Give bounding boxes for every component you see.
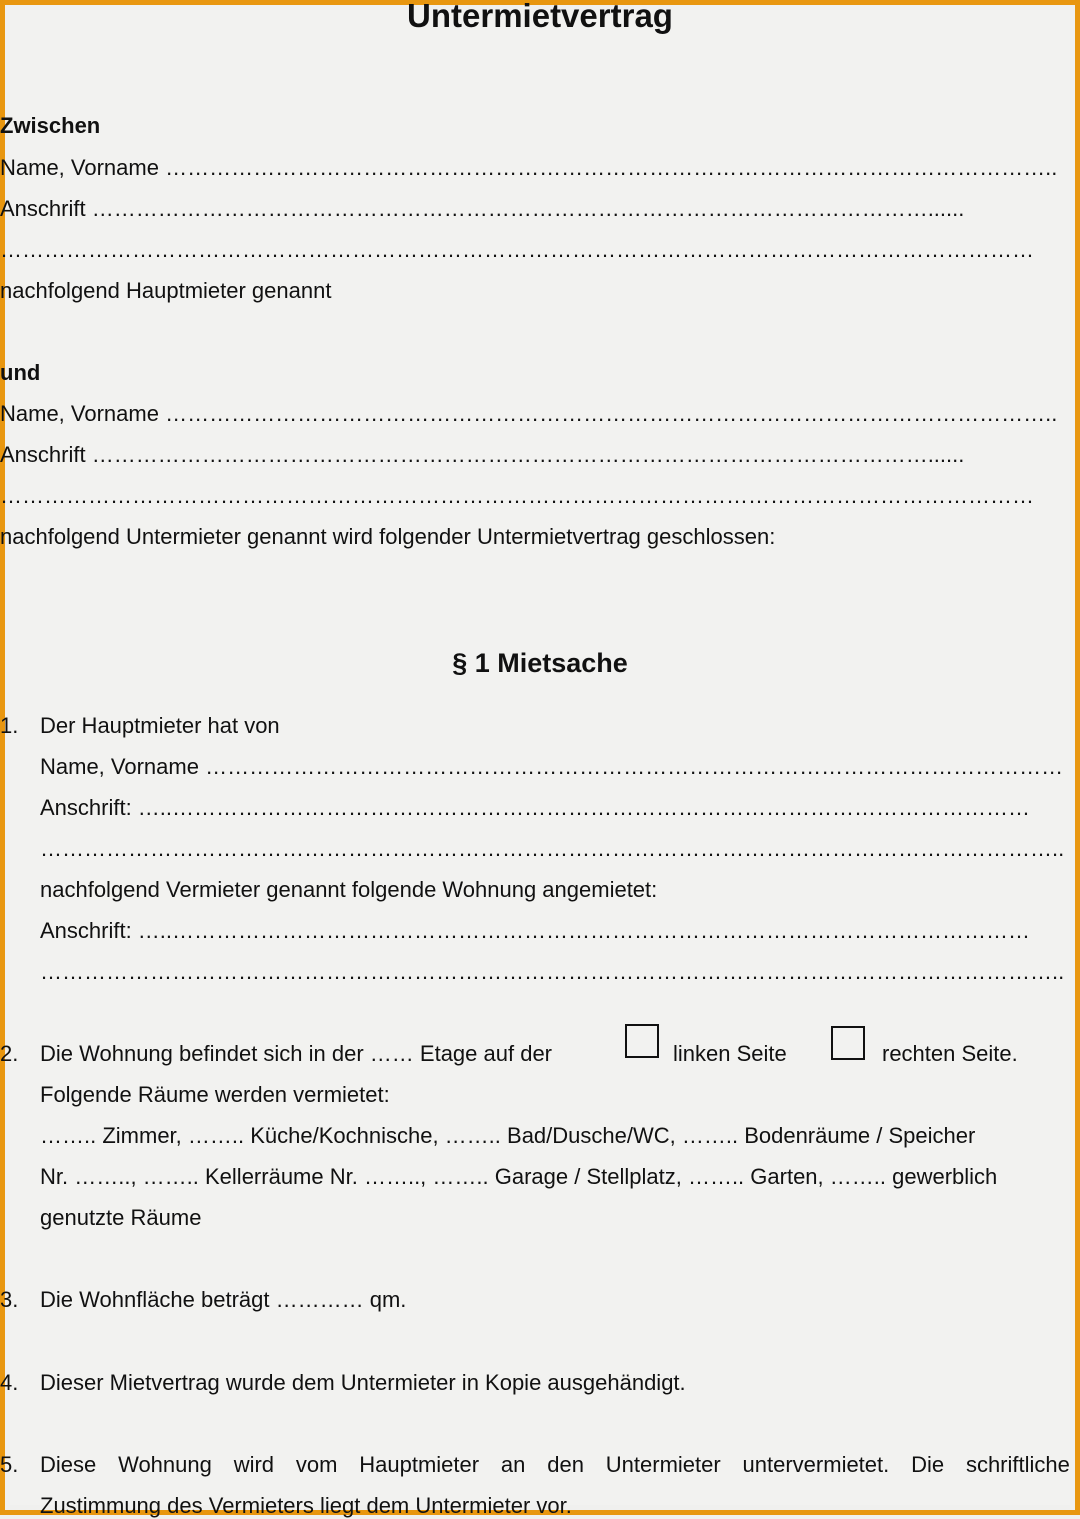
party2-name-field[interactable]: Name, Vorname …………………………………………………………………………………………………………..: [0, 401, 1058, 426]
item5-word: Wohnung: [118, 1452, 212, 1477]
landlord-address-line2[interactable]: …………………………………………………………………………………………………………………………..: [40, 836, 1065, 861]
item5-word: schriftliche: [965, 1452, 1070, 1477]
item5-word: den: [547, 1452, 584, 1477]
item5-line2: Zustimmung des Vermieters liegt dem Untermieter vor.: [40, 1493, 572, 1518]
section1-heading: § 1 Mietsache: [452, 648, 628, 678]
apartment-address-line2[interactable]: …………………………………………………………………………………………………………………………..: [40, 959, 1065, 984]
party2-address-line2[interactable]: ……………………………………………………………………………………………………………………………: [0, 483, 1034, 508]
party1-name-field[interactable]: Name, Vorname …………………………………………………………………………………………………………..: [0, 155, 1058, 180]
landlord-address-field[interactable]: Anschrift: …..………………………………………………………………………………………………………: [40, 795, 1031, 820]
item5-word: vom: [295, 1452, 338, 1477]
landlord-name-field[interactable]: Name, Vorname ………………………………………………………………………………………………………: [40, 754, 1064, 779]
living-area-field[interactable]: Die Wohnfläche beträgt ………… qm.: [40, 1287, 407, 1312]
party2-role: nachfolgend Untermieter genannt wird folgender Untermietvertrag geschlossen:: [0, 524, 776, 549]
item5-word: untervermietet.: [742, 1452, 890, 1477]
item2-number: 2.: [0, 1041, 19, 1066]
item5-line1: [40, 1452, 1070, 1478]
party1-address-line2[interactable]: ……………………………………………………………………………………………………………………………: [0, 237, 1034, 262]
item5-word: Die: [911, 1452, 945, 1477]
item4-number: 4.: [0, 1370, 19, 1395]
landlord-text: nachfolgend Vermieter genannt folgende Wohnung angemietet:: [40, 877, 658, 902]
rooms-line1[interactable]: …….. Zimmer, …….. Küche/Kochnische, …….. Bad/Dusche/WC, …….. Bodenräume / Speicher: [40, 1123, 976, 1148]
party2-address-field[interactable]: Anschrift ……………………………………………………………………………………………………......: [0, 442, 965, 467]
rooms-intro: Folgende Räume werden vermietet:: [40, 1082, 390, 1107]
apartment-address-field[interactable]: Anschrift: …..………………………………………………………………………………………………………: [40, 918, 1031, 943]
left-side-checkbox[interactable]: [625, 1024, 659, 1058]
item5-word: Hauptmieter: [359, 1452, 480, 1477]
item1-line1: Der Hauptmieter hat von: [40, 713, 280, 738]
item3-number: 3.: [0, 1287, 19, 1312]
party1-role: nachfolgend Hauptmieter genannt: [0, 278, 332, 303]
party1-address-field[interactable]: Anschrift ……………………………………………………………………………………………………......: [0, 196, 965, 221]
floor-text: Die Wohnung befindet sich in der …… Etage auf der: [40, 1041, 553, 1066]
rooms-line2[interactable]: Nr. …….., …….. Kellerräume Nr. …….., …….. Garage / Stellplatz, …….. Garten, …….. gewerblich: [40, 1164, 998, 1189]
item5-word: an: [500, 1452, 526, 1477]
document-title: Untermietvertrag: [407, 0, 673, 34]
left-side-label: linken Seite: [673, 1041, 787, 1066]
item5-word: wird: [233, 1452, 275, 1477]
right-side-label: rechten Seite.: [882, 1041, 1018, 1066]
item5-word: Untermieter: [605, 1452, 721, 1477]
right-side-checkbox[interactable]: [831, 1026, 865, 1060]
item5-number: 5.: [0, 1452, 19, 1477]
item5-word: Diese: [40, 1452, 97, 1477]
item4-text: Dieser Mietvertrag wurde dem Untermieter in Kopie ausgehändigt.: [40, 1370, 686, 1395]
item1-number: 1.: [0, 713, 19, 738]
rooms-line3: genutzte Räume: [40, 1205, 202, 1230]
and-label: und: [0, 360, 41, 385]
between-label: Zwischen: [0, 113, 101, 138]
